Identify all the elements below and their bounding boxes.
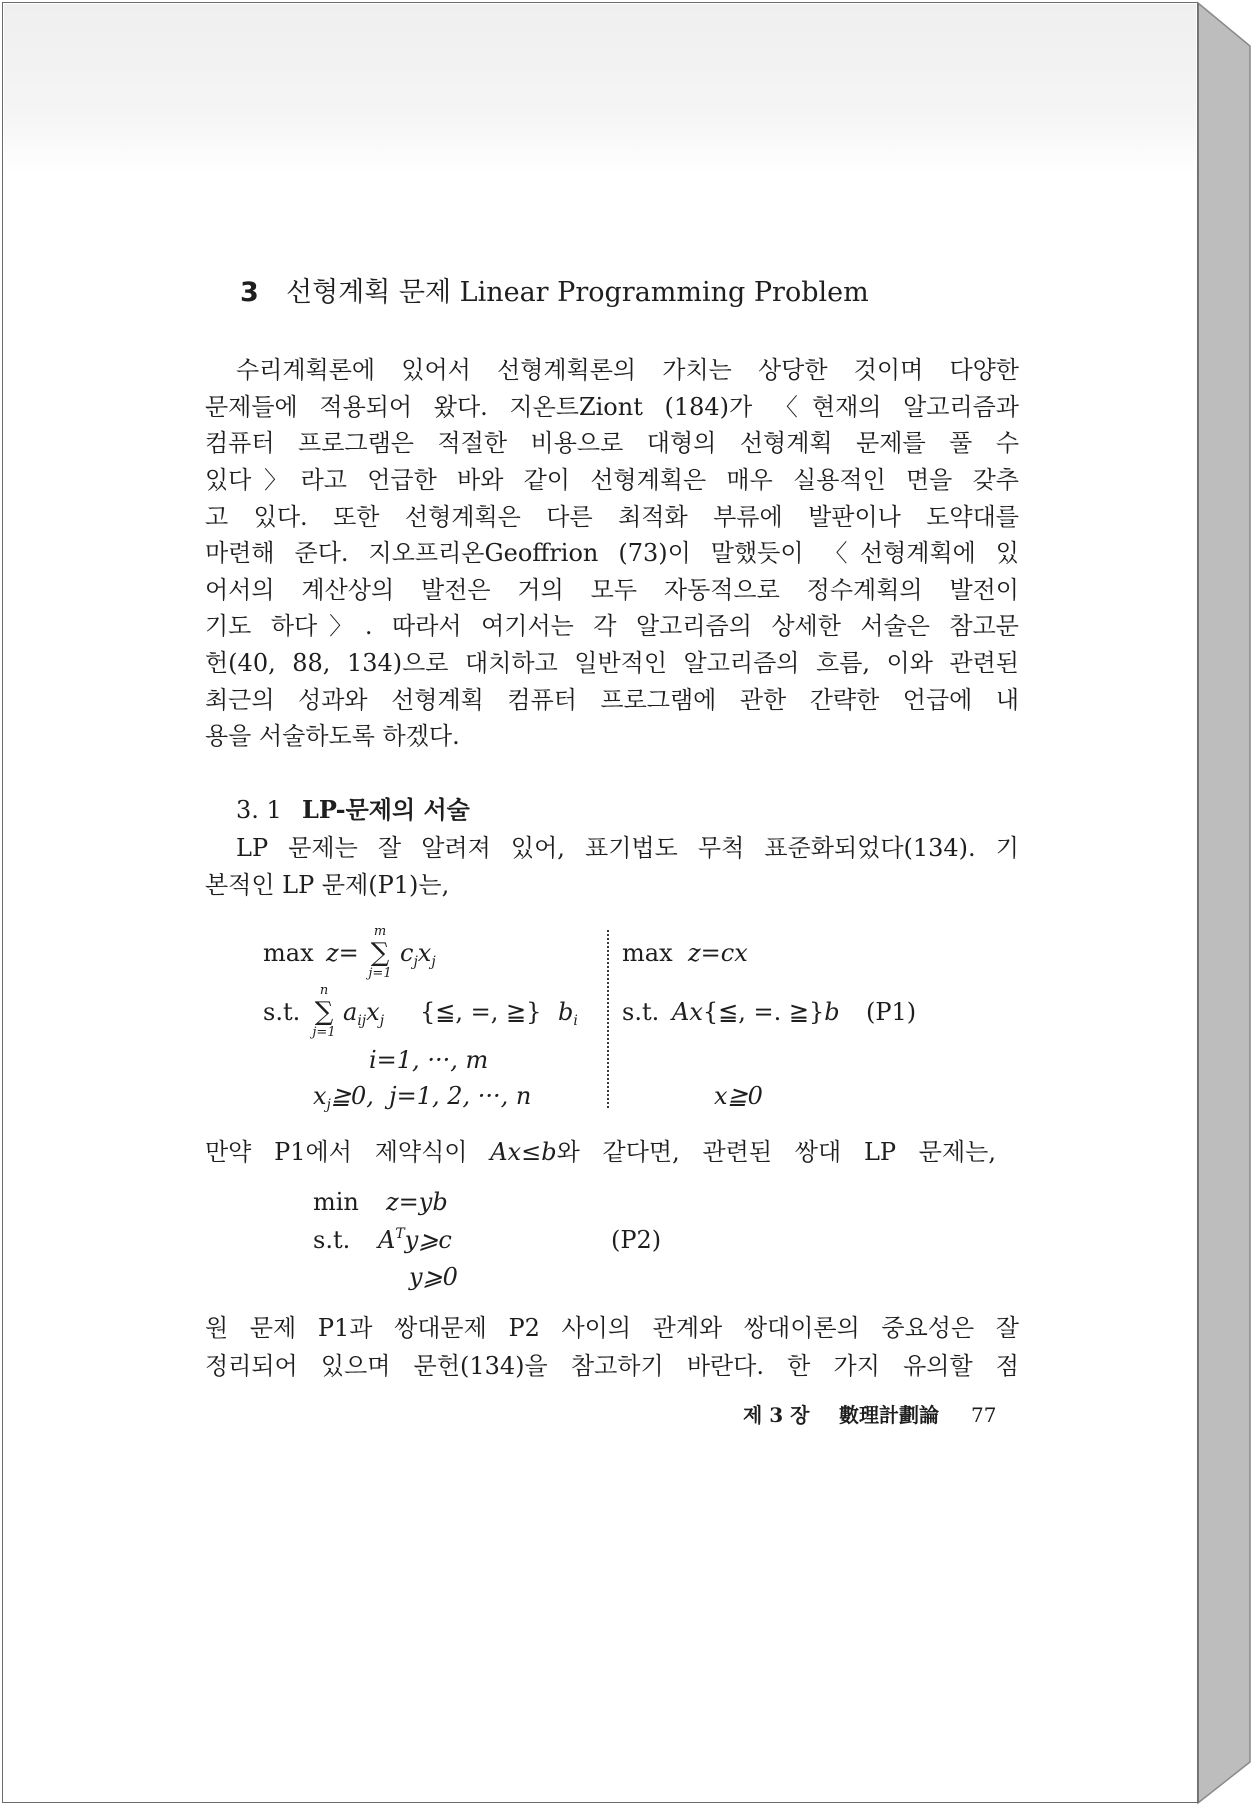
summation-upper-limit: m: [373, 924, 387, 939]
constraint-term: [343, 998, 385, 1029]
constraint-relation: {≦, =, ≧}: [420, 998, 542, 1026]
page-number: 77: [971, 1403, 997, 1427]
nonnegativity-constraint: x≧0: [714, 1082, 763, 1110]
constraint-rhs: [558, 998, 578, 1029]
body-line: 최근의 성과와 선형계획 컴퓨터 프로그램에 관한 간략한 언급에 내: [205, 686, 1019, 714]
body-line: 원 문제 P1과 쌍대문제 P2 사이의 관계와 쌍대이론의 중요성은 잘: [205, 1314, 1019, 1342]
max-operator: max: [263, 939, 314, 967]
rhs-index: i: [573, 1013, 578, 1029]
heading-title: 선형계획 문제 Linear Programming Problem: [286, 277, 869, 308]
inline-math: Ax≤b: [490, 1138, 557, 1166]
decision-variable: x: [417, 939, 432, 967]
problem-label-p2: (P2): [611, 1226, 662, 1254]
body-line: 마련해 준다. 지오프리온Geoffrion (73)이 말했듯이 〈선형계획에 있: [205, 539, 1019, 567]
section-title: LP-문제의 서술: [302, 795, 470, 824]
nonnegativity-rest: ≧0, j=1, 2, ···, n: [330, 1082, 532, 1110]
decision-variable: x: [366, 998, 380, 1026]
scan-tint: [4, 4, 1196, 174]
body-line: [205, 1134, 996, 1171]
footer-chapter-title: 數理計劃論: [839, 1403, 939, 1427]
body-line: 수리계획론에 있어서 선형계획론의 가치는 상당한 것이며 다양한: [236, 356, 1019, 384]
body-line: LP 문제는 잘 알려져 있어, 표기법도 무척 표준화되었다(134). 기: [236, 834, 1019, 862]
summation-sign: ∑: [314, 997, 334, 1027]
summation-operator: [308, 984, 340, 1040]
body-line: 컴퓨터 프로그램은 적절한 비용으로 대형의 선형계획 문제를 풀 수: [205, 429, 1019, 457]
subject-to-label: s.t.: [263, 998, 301, 1026]
matrix-symbol: A: [378, 1226, 396, 1254]
subject-to-label: s.t.: [313, 1226, 351, 1254]
body-line: 용을 서술하도록 하겠다.: [205, 722, 460, 750]
problem-label-p1: (P1): [866, 998, 917, 1026]
dotted-divider: [607, 930, 609, 1108]
max-operator: max: [622, 939, 673, 967]
constraint-expression: y⩾c: [404, 1226, 452, 1254]
body-line: 기도 하다〉. 따라서 여기서는 각 알고리즘의 상세한 서술은 참고문: [205, 612, 1019, 640]
objective-lhs: z=: [326, 939, 359, 967]
objective-expression: z=cx: [688, 939, 748, 967]
cost-coefficient: c: [400, 939, 414, 967]
constraint-lhs: Ax: [672, 998, 703, 1026]
decision-variable-index: j: [379, 1013, 385, 1029]
objective-term: [400, 939, 436, 970]
objective-expression: z=yb: [386, 1188, 448, 1216]
summation-upper-limit: n: [319, 983, 329, 998]
body-line: 본적인 LP 문제(P1)는,: [205, 871, 450, 899]
summation-lower-limit: j=1: [312, 1025, 336, 1040]
constraint-coefficient-index: ij: [357, 1013, 367, 1029]
summation-sign: ∑: [370, 938, 390, 968]
constraint-rhs: b: [824, 998, 840, 1026]
decision-variable-index: j: [431, 954, 436, 970]
body-line: 어서의 계산상의 발전은 거의 모두 자동적으로 정수계획의 발전이: [205, 576, 1019, 604]
matrix-constraint: [672, 998, 840, 1026]
cost-coefficient-index: j: [413, 954, 418, 970]
nonnegativity-constraint: y⩾0: [409, 1263, 458, 1291]
dual-constraint: [378, 1226, 452, 1254]
transition-text: 만약 P1에서 제약식이: [205, 1138, 491, 1166]
body-line: 헌(40, 88, 134)으로 대치하고 일반적인 알고리즘의 흐름, 이와 관련된: [205, 649, 1019, 677]
summation-operator: [364, 925, 396, 981]
constraint-relation: {≦, =. ≧}: [702, 998, 825, 1026]
min-operator: min: [313, 1188, 359, 1216]
body-line: 있다〉라고 언급한 바와 같이 선형계획은 매우 실용적인 면을 갖추: [205, 466, 1019, 494]
body-line: 정리되어 있으며 문헌(134)을 참고하기 바란다. 한 가지 유의할 점: [205, 1352, 1019, 1380]
nonnegativity-constraint: [313, 1082, 532, 1113]
transition-text: 와 같다면, 관련된 쌍대 LP 문제는,: [556, 1138, 996, 1166]
page-edge-shadow: [1196, 0, 1253, 1806]
footer-chapter: 제 3 장: [743, 1403, 810, 1427]
rhs-symbol: b: [558, 998, 574, 1026]
summation-lower-limit: j=1: [368, 966, 392, 981]
body-line: 문제들에 적용되어 왔다. 지온트Ziont (184)가 〈현재의 알고리즘과: [205, 393, 1019, 421]
index-range: i=1, ···, m: [369, 1046, 489, 1074]
body-line: 고 있다. 또한 선형계획은 다른 최적화 부류에 발판이나 도약대를: [205, 503, 1019, 531]
transpose-superscript: T: [395, 1226, 405, 1242]
constraint-coefficient: a: [343, 998, 358, 1026]
decision-variable-index: j: [326, 1097, 331, 1113]
decision-variable: x: [313, 1082, 327, 1110]
subject-to-label: s.t.: [622, 998, 660, 1026]
section-number: 3. 1: [236, 796, 282, 824]
heading-number: 3: [240, 277, 259, 308]
